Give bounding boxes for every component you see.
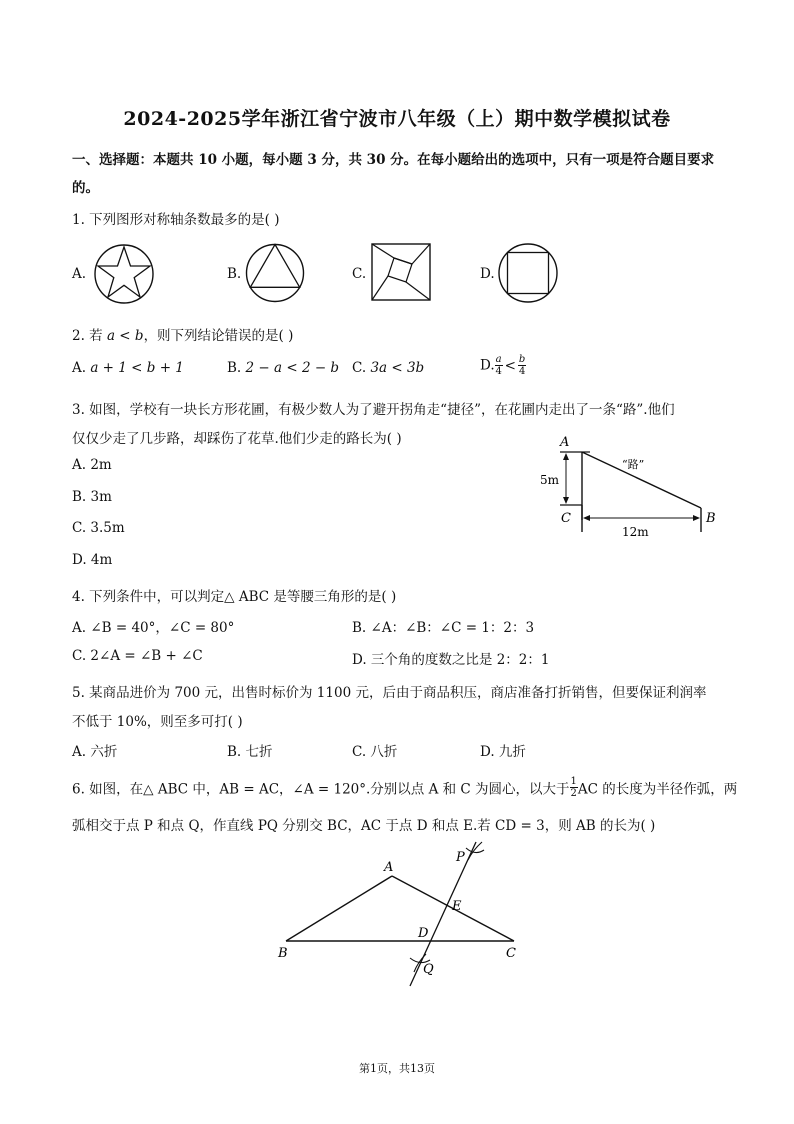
q3-figure-garden-path — [530, 430, 730, 540]
q4-stem: 4. 下列条件中，可以判定△ ABC 是等腰三角形的是( ) — [72, 589, 397, 605]
q3-option-d: D. 4m — [72, 552, 113, 568]
q6-label-a: A — [384, 860, 394, 875]
q3-stem-line2: 仅仅少走了几步路，却踩伤了花草.他们少走的路长为( ) — [72, 431, 402, 447]
q2-option-d — [480, 354, 526, 377]
q5-stem-line1: 5. 某商品进价为 700 元，出售时标价为 1100 元，后由于商品积压，商店准备打折销售，但要保证利润率 — [72, 685, 707, 701]
q4-option-c: C. 2∠A = ∠B + ∠C — [72, 648, 203, 664]
q2-frac1-den: 4 — [495, 366, 502, 377]
q6-half-num: 1 — [570, 776, 577, 787]
q4-option-b: B. ∠A：∠B：∠C = 1：2：3 — [352, 620, 535, 636]
q6-stem-line2: 弧相交于点 P 和点 Q，作直线 PQ 分别交 BC，AC 于点 D 和点 E.若 CD = 3，则 AB 的长为( ) — [72, 818, 656, 834]
q2-option-d-label: D. — [480, 357, 495, 374]
q2-fraction-a-over-4 — [495, 354, 503, 377]
q3-option-a: A. 2m — [72, 457, 112, 473]
page-footer: 第1页，共13页 — [359, 1062, 435, 1075]
q1-option-d-label: D. — [480, 266, 495, 282]
q5-option-d: D. 九折 — [480, 744, 526, 760]
q3-label-12m: 12m — [622, 525, 649, 539]
q4-option-d: D. 三个角的度数之比是 2：2：1 — [352, 652, 550, 668]
q2-option-a — [72, 360, 184, 376]
q1-figure-triangle-circle — [244, 242, 306, 304]
q1-figure-square-circle — [496, 242, 560, 304]
q6-half-den: 2 — [570, 788, 577, 799]
q2-option-b — [227, 360, 339, 376]
page-title: 2024-2025学年浙江省宁波市八年级（上）期中数学模拟试卷 — [123, 108, 671, 130]
q2-option-b-label: B. — [227, 360, 246, 376]
q6-stem-part2: AC 的长度为半径作弧，两 — [577, 781, 738, 798]
q2-option-c — [352, 360, 424, 376]
q5-option-b: B. 七折 — [227, 744, 273, 760]
q3-label-b: B — [706, 511, 716, 526]
q1-option-a-label: A. — [72, 266, 87, 282]
q5-option-c: C. 八折 — [352, 744, 398, 760]
q5-stem-line2: 不低于 10%，则至多可打( ) — [72, 714, 243, 730]
q6-fraction-half — [570, 776, 578, 799]
q2-option-c-math: 3a < 3b — [370, 360, 425, 376]
q1-figure-star-circle — [92, 242, 156, 306]
q4-option-a: A. ∠B = 40°，∠C = 80° — [72, 620, 235, 636]
q3-label-a: A — [560, 435, 570, 450]
q6-label-c: C — [506, 946, 516, 961]
q2-option-a-math: a + 1 < b + 1 — [90, 360, 184, 376]
q1-option-c-label: C. — [352, 266, 367, 282]
section-heading-line2: 的。 — [72, 180, 99, 196]
q2-frac2-num: b — [518, 354, 526, 365]
q6-label-b: B — [278, 946, 288, 961]
q1-option-b-label: B. — [227, 266, 242, 282]
q3-option-c: C. 3.5m — [72, 520, 125, 536]
q6-stem-part1: 6. 如图，在△ ABC 中，AB = AC，∠A = 120°.分别以点 A 和 C 为圆心，以大于 — [72, 781, 570, 798]
q6-label-d: D — [418, 926, 429, 941]
q3-label-5m: 5m — [540, 473, 560, 487]
q2-stem-math: a < b — [106, 328, 144, 344]
q2-stem-prefix: 2. 若 — [72, 328, 107, 344]
q3-label-road: “路” — [622, 458, 645, 471]
q3-stem-line1: 3. 如图，学校有一块长方形花圃，有极少数人为了避开拐角走“捷径”，在花圃内走出了一条“路”.他们 — [72, 402, 675, 418]
q5-option-a: A. 六折 — [72, 744, 118, 760]
q2-less-than: < — [504, 357, 516, 374]
q2-frac2-den: 4 — [518, 366, 526, 377]
q2-stem — [72, 324, 293, 344]
q3-label-c: C — [561, 511, 571, 526]
q6-label-p: P — [456, 850, 465, 865]
q3-option-b: B. 3m — [72, 489, 112, 505]
q2-option-b-math: 2 − a < 2 − b — [245, 360, 340, 376]
q2-option-a-label: A. — [72, 360, 91, 376]
q6-label-q: Q — [423, 962, 434, 977]
q2-stem-suffix: ，则下列结论错误的是( ) — [143, 328, 294, 344]
q2-fraction-b-over-4 — [518, 354, 526, 377]
q2-frac1-num: a — [495, 354, 502, 365]
q1-figure-pinwheel-square — [370, 242, 432, 302]
q6-label-e: E — [452, 899, 462, 914]
q1-stem: 1. 下列图形对称轴条数最多的是( ) — [72, 212, 280, 228]
q2-option-c-label: C. — [352, 360, 371, 376]
section-heading-line1: 一、选择题：本题共 10 小题，每小题 3 分，共 30 分。在每小题给出的选项中，只有一项是符合题目要求 — [72, 152, 715, 168]
q6-figure-triangle-construction — [270, 840, 530, 990]
q6-stem-line1 — [72, 776, 737, 799]
